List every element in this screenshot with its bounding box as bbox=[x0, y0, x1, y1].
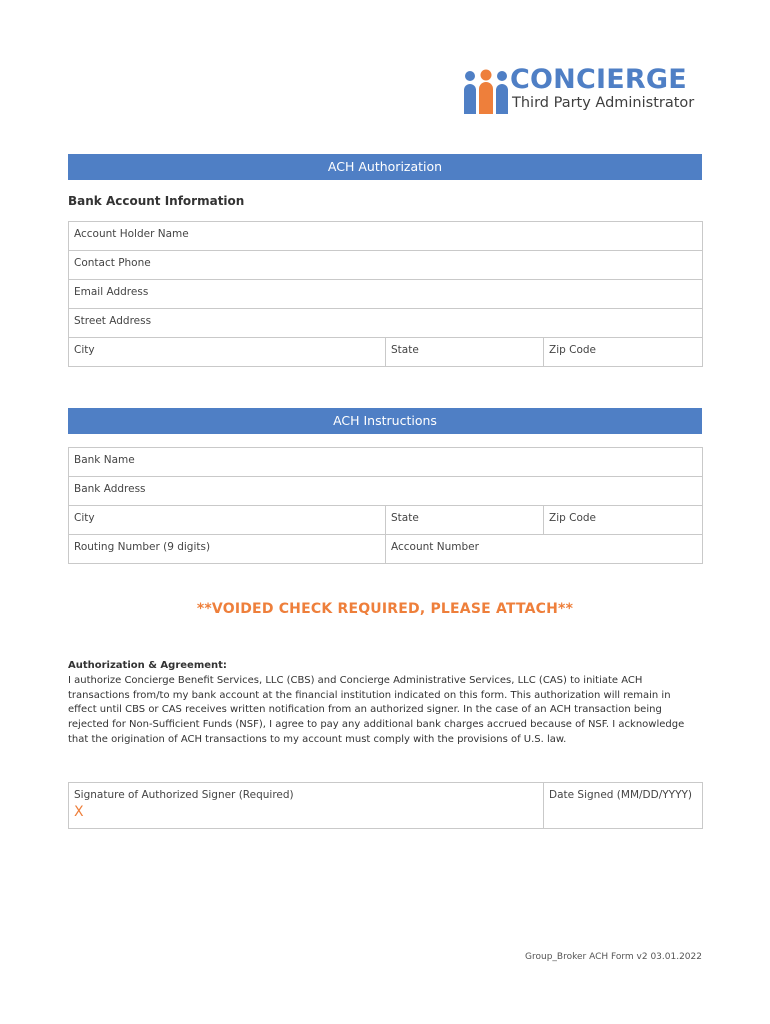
ach-authorization-header: ACH Authorization bbox=[68, 154, 702, 180]
zip-label: Zip Code bbox=[549, 344, 596, 356]
bank-address-label: Bank Address bbox=[74, 483, 146, 495]
zip-field[interactable] bbox=[543, 338, 702, 366]
bank-name-field[interactable] bbox=[69, 448, 702, 476]
bank-address-row bbox=[69, 477, 702, 506]
concierge-logo bbox=[463, 66, 708, 116]
form-version-footer: Group_Broker ACH Form v2 03.01.2022 bbox=[525, 952, 702, 962]
account-number-field[interactable] bbox=[385, 535, 702, 563]
bank-zip-field[interactable] bbox=[543, 506, 702, 534]
ach-instructions-header: ACH Instructions bbox=[68, 408, 702, 434]
contact-phone-row bbox=[69, 251, 702, 280]
routing-number-label: Routing Number (9 digits) bbox=[74, 541, 211, 553]
account-holder-row bbox=[69, 222, 702, 251]
city-field[interactable] bbox=[69, 338, 385, 366]
contact-phone-field[interactable] bbox=[69, 251, 702, 279]
email-field[interactable] bbox=[69, 280, 702, 308]
state-field[interactable] bbox=[385, 338, 543, 366]
contact-phone-label: Contact Phone bbox=[74, 257, 151, 269]
people-logo-icon bbox=[463, 68, 509, 114]
logo-wordmark: CONCIERGE bbox=[510, 64, 687, 95]
bank-state-field[interactable] bbox=[385, 506, 543, 534]
state-label: State bbox=[391, 344, 419, 356]
account-holder-field[interactable] bbox=[69, 222, 702, 250]
bank-city-state-zip-row bbox=[69, 506, 702, 535]
voided-check-notice: **VOIDED CHECK REQUIRED, PLEASE ATTACH** bbox=[196, 601, 574, 617]
bank-city-field[interactable] bbox=[69, 506, 385, 534]
ach-instructions-table bbox=[68, 447, 703, 564]
bank-city-label: City bbox=[74, 512, 95, 524]
authorization-agreement bbox=[68, 659, 702, 748]
bank-zip-label: Zip Code bbox=[549, 512, 596, 524]
signature-table bbox=[68, 782, 703, 829]
email-row bbox=[69, 280, 702, 309]
bank-state-label: State bbox=[391, 512, 419, 524]
signature-x-mark: X bbox=[74, 804, 84, 820]
account-holder-label: Account Holder Name bbox=[74, 228, 189, 240]
bank-account-info-label: Bank Account Information bbox=[68, 194, 245, 208]
bank-name-label: Bank Name bbox=[74, 454, 135, 466]
agreement-title: Authorization & Agreement: bbox=[68, 660, 227, 671]
street-row bbox=[69, 309, 702, 338]
city-label: City bbox=[74, 344, 95, 356]
routing-account-row bbox=[69, 535, 702, 564]
city-state-zip-row bbox=[69, 338, 702, 367]
logo-tagline: Third Party Administrator bbox=[512, 95, 695, 111]
signature-label: Signature of Authorized Signer (Required) bbox=[74, 789, 294, 801]
bank-address-field[interactable] bbox=[69, 477, 702, 505]
bank-name-row bbox=[69, 448, 702, 477]
agreement-body: I authorize Concierge Benefit Services, LLC (CBS) and Concierge Administrative Services, LLC (CAS) to initiate ACH transactions from/to my bank account at the financial institution indicated on this form. This authorization will remain in effect until CBS or CAS receives written notification from an authorized signer. In the case of an ACH transaction being rejected for Non-Sufficient Funds (NSF), I agree to pay any additional bank charges accrued because of NSF. I acknowledge that the origination of ACH transactions to my account must comply with the provisions of U.S. law. bbox=[68, 674, 685, 745]
email-label: Email Address bbox=[74, 286, 149, 298]
bank-account-info-table bbox=[68, 221, 703, 367]
routing-number-field[interactable] bbox=[69, 535, 385, 563]
date-signed-label: Date Signed (MM/DD/YYYY) bbox=[549, 789, 693, 801]
signature-field[interactable] bbox=[69, 783, 543, 828]
street-field[interactable] bbox=[69, 309, 702, 337]
street-label: Street Address bbox=[74, 315, 152, 327]
date-signed-field[interactable] bbox=[543, 783, 702, 828]
account-number-label: Account Number bbox=[391, 541, 479, 553]
